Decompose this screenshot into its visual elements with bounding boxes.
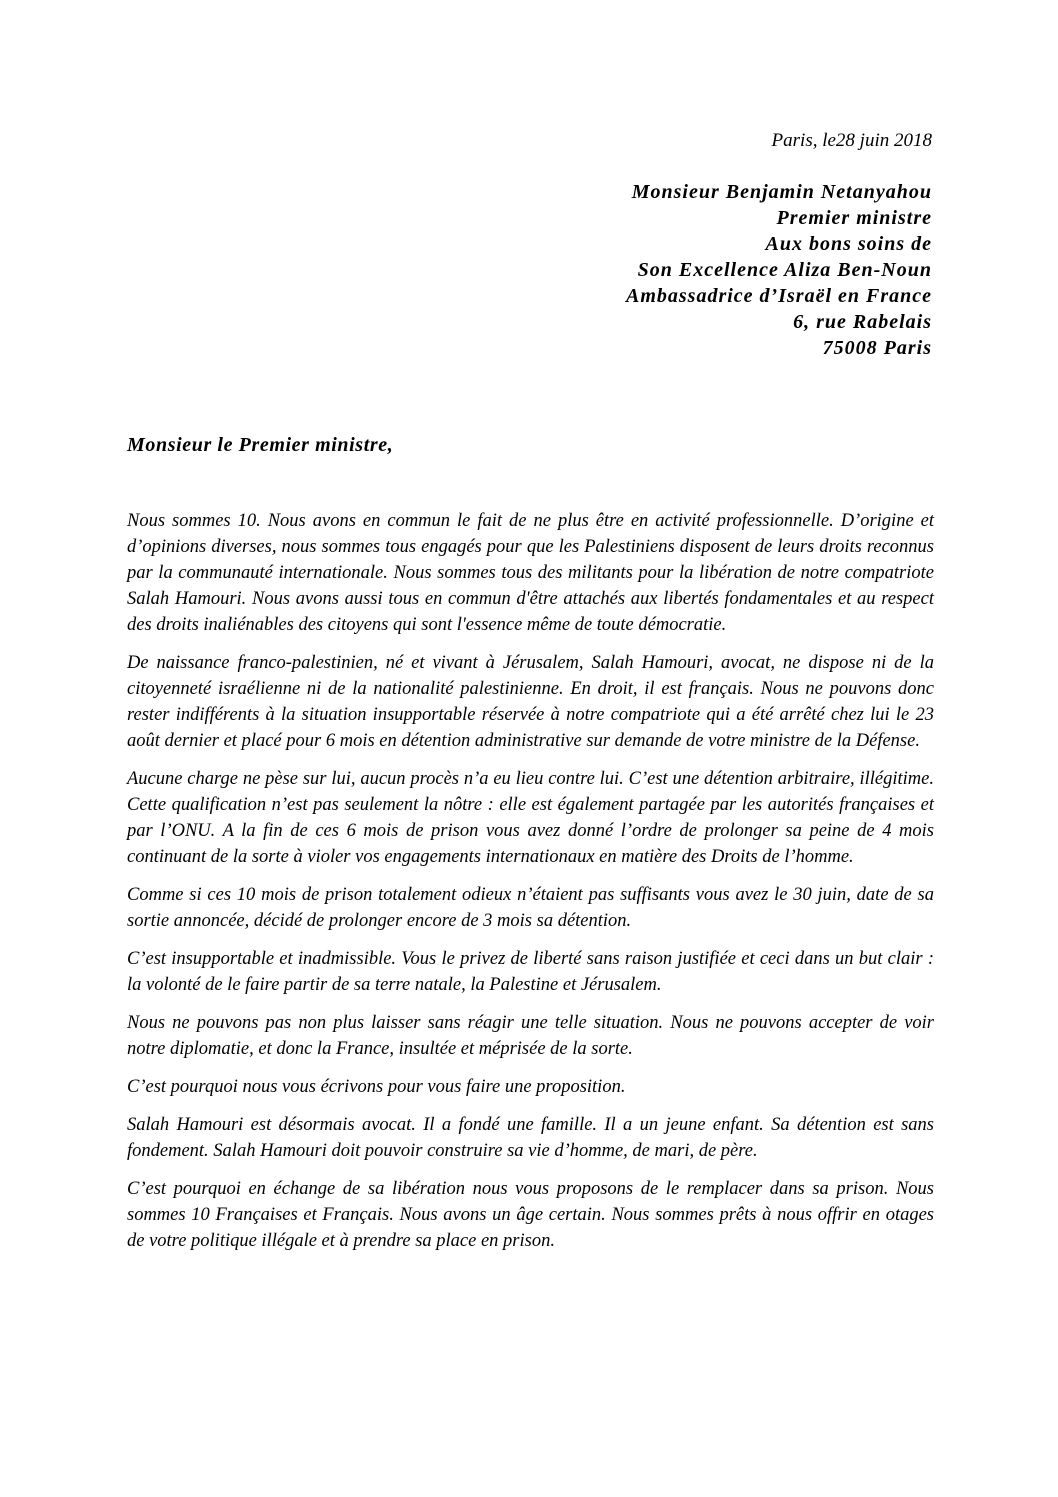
- recipient-name: Monsieur Benjamin Netanyahou: [631, 181, 932, 203]
- recipient-care-of: Aux bons soins de: [765, 233, 932, 255]
- recipient-intermediary-name: Son Excellence Aliza Ben-Noun: [637, 259, 932, 281]
- recipient-title: Premier ministre: [776, 207, 932, 229]
- recipient-street: 6, rue Rabelais: [793, 311, 932, 333]
- body-paragraph: C’est pourquoi en échange de sa libération nous vous proposons de le remplacer dans sa prison. Nous sommes 10 Françaises et Français. Nous avons un âge certain. Nous sommes prêts à nous offrir en otages de votre politique illégale et à prendre sa place en prison.: [127, 1179, 934, 1251]
- body-paragraph: Aucune charge ne pèse sur lui, aucun procès n’a eu lieu contre lui. C’est une détention arbitraire, illégitime. Cette qualification n’est pas seulement la nôtre : elle est également partagée par les autorités françaises et par l’ONU. A la fin de ces 6 mois de prison vous avez donné l’ordre de prolonger sa peine de 4 mois continuant de la sorte à violer vos engagements internationaux en matière des Droits de l’homme.: [127, 769, 934, 867]
- letter-body: [127, 508, 934, 1266]
- body-paragraph: Nous ne pouvons pas non plus laisser sans réagir une telle situation. Nous ne pouvons accepter de voir notre diplomatie, et donc la France, insultée et méprisée de la sorte.: [127, 1013, 934, 1059]
- recipient-city: 75008 Paris: [822, 337, 932, 359]
- body-paragraph: Salah Hamouri est désormais avocat. Il a fondé une famille. Il a un jeune enfant. Sa détention est sans fondement. Salah Hamouri doit pouvoir construire sa vie d’homme, de mari, de père.: [127, 1115, 934, 1161]
- body-paragraph: De naissance franco-palestinien, né et vivant à Jérusalem, Salah Hamouri, avocat, ne dispose ni de la citoyenneté israélienne ni de la nationalité palestinienne. En droit, il est français. Nous ne pouvons donc rester indifférents à la situation insupportable réservée à notre compatriote qui a été arrêté chez lui le 23 août dernier et placé pour 6 mois en détention administrative sur demande de votre ministre de la Défense.: [127, 653, 934, 751]
- body-paragraph: C’est insupportable et inadmissible. Vous le privez de liberté sans raison justifiée et ceci dans un but clair : la volonté de le faire partir de sa terre natale, la Palestine et Jérusalem.: [127, 949, 934, 995]
- salutation: Monsieur le Premier ministre,: [127, 434, 394, 456]
- recipient-address-block: [626, 179, 932, 361]
- date-line: Paris, le28 juin 2018: [771, 130, 932, 151]
- body-paragraph: Nous sommes 10. Nous avons en commun le fait de ne plus être en activité professionnelle. D’origine et d’opinions diverses, nous sommes tous engagés pour que les Palestiniens disposent de leurs droits reconnus par la communauté internationale. Nous sommes tous des militants pour la libération de notre compatriote Salah Hamouri. Nous avons aussi tous en commun d'être attachés aux libertés fondamentales et au respect des droits inaliénables des citoyens qui sont l'essence même de toute démocratie.: [127, 511, 934, 635]
- body-paragraph: Comme si ces 10 mois de prison totalement odieux n’étaient pas suffisants vous avez le 30 juin, date de sa sortie annoncée, décidé de prolonger encore de 3 mois sa détention.: [127, 885, 934, 931]
- recipient-intermediary-title: Ambassadrice d’Israël en France: [626, 285, 932, 307]
- body-paragraph: C’est pourquoi nous vous écrivons pour vous faire une proposition.: [127, 1077, 626, 1097]
